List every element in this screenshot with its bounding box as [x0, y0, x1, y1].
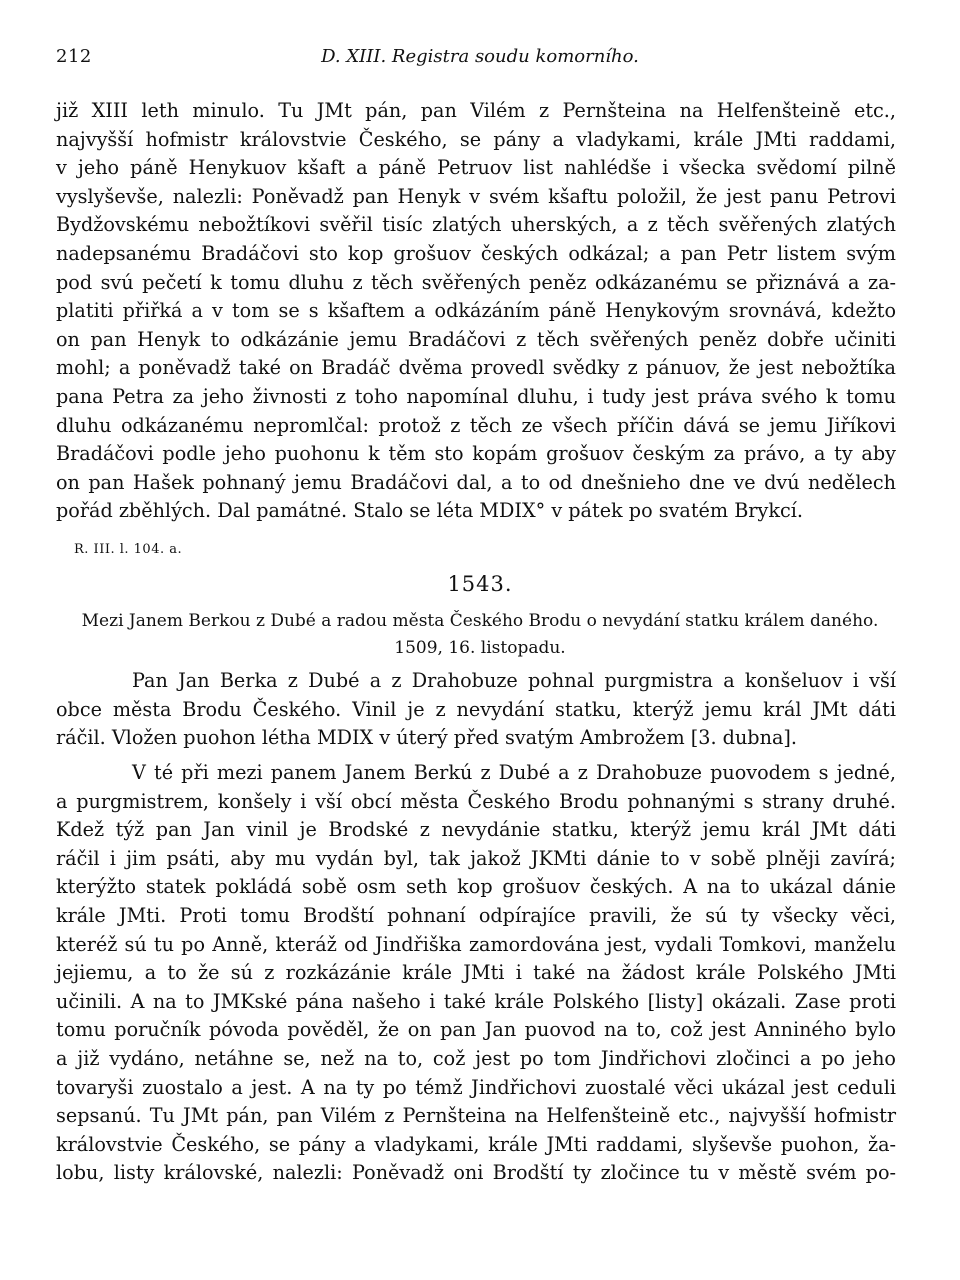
text-line: Bradáčovi podle jeho puohonu k těm sto kopám grošuov českým za právo, a ty aby	[56, 442, 896, 466]
document-date: 1509, 16. listopadu.	[394, 638, 566, 658]
text-line: a již vydáno, netáhne se, než na to, což jest po tom Jindřichovi zločinci a po jeho	[56, 1046, 896, 1070]
text-line: pod svú pečetí k tomu dluhu z těch svěřených peněz odkázanému se přiznává a za-	[56, 270, 896, 294]
paragraph-judgment	[56, 759, 896, 1188]
text-line: ráčil i jim psáti, aby mu vydán byl, tak jakož JKMti dánie to v sobě plněji zavírá;	[56, 846, 896, 870]
text-line: vyslyševše, nalezli: Poněvadž pan Henyk v svém kšaftu položil, že jest panu Petrovi	[56, 184, 896, 208]
running-head	[56, 46, 904, 76]
source-reference: R. III. l. 104. a.	[74, 542, 183, 557]
text-line: již XIII leth minulo. Tu JMt pán, pan Vilém z Pernšteina na Helfenšteině etc.,	[56, 99, 896, 122]
text-line: obce města Brodu Českého. Vinil je z nevydání statku, kterýž jemu král JMt dáti	[56, 697, 896, 721]
text-line: lobu, listy královské, nalezli: Poněvadž oni Brodští ty zločince tu v městě svém po-	[56, 1161, 896, 1185]
running-title: D. XIII. Registra soudu komorního.	[321, 46, 639, 67]
text-line: on pan Henyk to odkázánie jemu Bradáčovi z těch svěřených peněz dobře učiniti	[56, 327, 896, 351]
text-line: dluhu odkázanému nepromlčal: protož z těch ze všech příčin dává se jemu Jiříkovi	[56, 413, 896, 437]
text-line: on pan Hašek pohnaný jemu Bradáčovi dal, a to od dnešnieho dne ve dvú nedělech	[56, 470, 896, 494]
text-line: V té při mezi panem Janem Berkú z Dubé a z Drahobuze puovodem s jedné,	[132, 761, 896, 784]
text-line: v jeho páně Henykuov kšaft a páně Petruov list nahlédše i všecka svědomí pilně	[56, 156, 896, 180]
text-line: ráčil. Vložen puohon létha MDIX v úterý před svatým Ambrožem [3. dubna].	[56, 726, 797, 750]
text-line: jejiemu, a to že sú z rozkázánie krále JMti i také na žádost krále Polského JMti	[56, 961, 896, 985]
text-line: učinili. A na to JMKské pána našeho i také krále Polského [listy] okázali. Zase proti	[56, 989, 896, 1013]
text-line: mohl; a poněvadž také on Bradáč dvěma provedl svědky z pánuov, že jest nebožtíka	[56, 356, 896, 380]
page-number: 212	[56, 46, 92, 67]
continuation-paragraph	[56, 97, 896, 526]
text-line: a purgmistrem, konšely i vší obcí města Českého Brodu pohnanými s strany druhé.	[56, 789, 896, 813]
text-line: Pan Jan Berka z Dubé a z Drahobuze pohnal purgmistra a konšeluov i vší	[132, 669, 896, 692]
document-title: Mezi Janem Berkou z Dubé a radou města Českého Brodu o nevydání statku králem daného.	[81, 611, 879, 631]
text-line: najvyšší hofmistr královstvie Českého, se pány a vladykami, krále JMti raddami,	[56, 127, 896, 151]
text-line: sepsanú. Tu JMt pán, pan Vilém z Pernšteina na Helfenšteině etc., najvyšší hofmistr	[56, 1104, 896, 1128]
text-line: tomu poručník póvoda pověděl, že on pan Jan puovod na to, což jest Anniného bylo	[56, 1018, 896, 1042]
text-line: nadepsanému Bradáčovi sto kop grošuov českých odkázal; a pan Petr listem svým	[56, 241, 896, 265]
paragraph-summons	[56, 667, 896, 753]
text-line: kterýžto statek pokládá sobě osm seth kop grošuov českých. A na to ukázal dánie	[56, 875, 896, 899]
text-line: kteréž sú tu po Anně, kteráž od Jindřiška zamordována jest, vydali Tomkovi, manželu	[56, 932, 896, 956]
text-line: pořád zběhlých. Dal památné. Stalo se léta MDIX° v pátek po svatém Brykcí.	[56, 499, 803, 523]
text-line: tovaryši zuostalo a jest. A na ty po témž Jindřichovi zuostalé věci ukázal jest ceduli	[56, 1075, 896, 1099]
text-line: pana Petra za jeho živnosti z toho napomínal dluhu, i tudy jest práva svého k tomu	[56, 384, 896, 408]
document-number: 1543.	[447, 572, 513, 596]
document-heading	[56, 608, 904, 662]
text-line: Kdež týž pan Jan vinil je Brodské z nevydánie statku, kterýž jemu král JMt dáti	[56, 818, 896, 842]
text-line: královstvie Českého, se pány a vladykami, krále JMti raddami, slyševše puohon, ža-	[56, 1132, 896, 1156]
text-line: platiti přiřká a v tom se s kšaftem a odkázáním páně Henykovým srovnává, kdežto	[56, 299, 896, 323]
text-line: krále JMti. Proti tomu Brodští pohnaní odpírajíce pravili, že sú ty všecky věci,	[56, 903, 896, 927]
text-line: Bydžovskému nebožtíkovi svěřil tisíc zlatých uherských, a z těch svěřených zlatých	[56, 213, 896, 237]
